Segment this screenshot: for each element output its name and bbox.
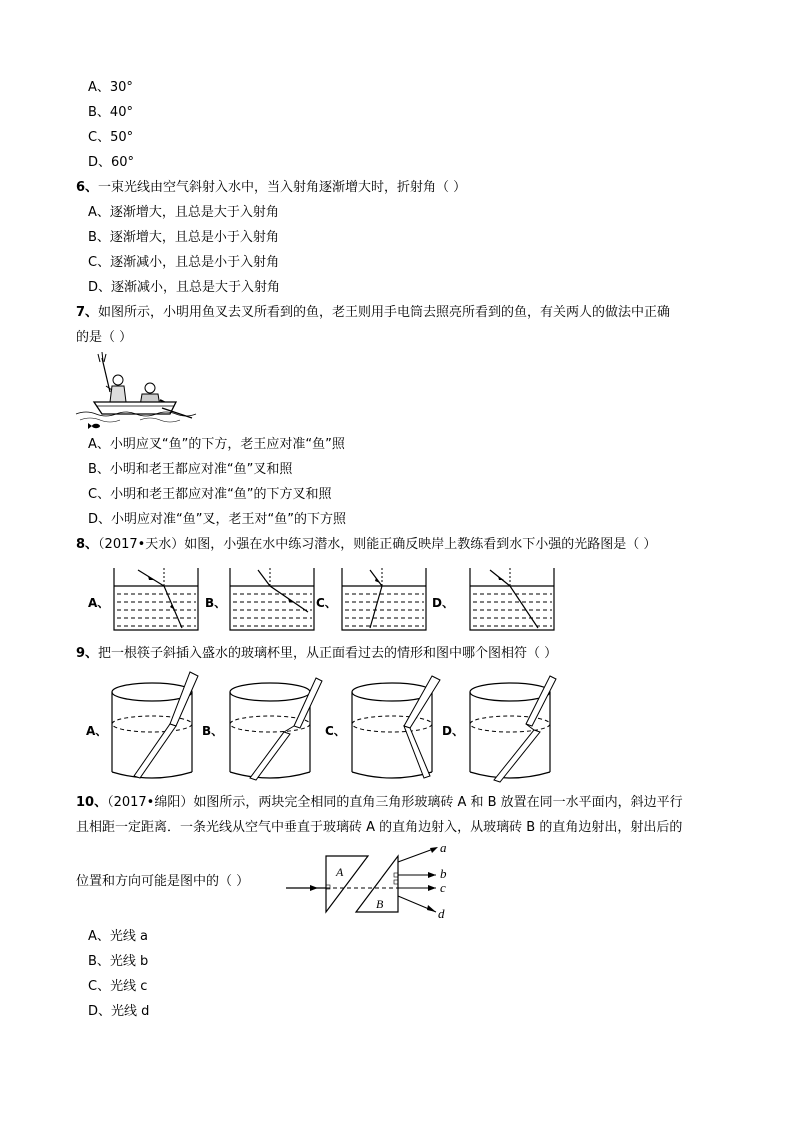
- q10-prism-figure: [286, 840, 466, 924]
- q10-option-b: B、光线 b: [88, 954, 149, 969]
- q8-figure-label-a: A、: [88, 596, 110, 610]
- q9-figure-c: [346, 672, 446, 784]
- q8-stem: （2017•天水）如图，小强在水中练习潜水，则能正确反映岸上教练看到水下小强的光路图是（ ）: [98, 537, 657, 552]
- q6-option-b: B、逐渐增大，且总是小于入射角: [88, 230, 279, 245]
- q7-question: [76, 305, 670, 321]
- q7-option-a: A、小明应叉“鱼”的下方，老王应对准“鱼”照: [88, 437, 345, 452]
- q5-option-a: A、30°: [88, 80, 133, 95]
- q8-figure-label-d: D、: [432, 596, 454, 610]
- q10-ray-label-b: b: [440, 866, 447, 881]
- q5-option-b: B、40°: [88, 105, 133, 120]
- q10-stem-line1: （2017•绵阳）如图所示，两块完全相同的直角三角形玻璃砖 A 和 B 放置在同一水平面内，斜边平行: [107, 795, 683, 810]
- q10-block-b-label: B: [376, 897, 384, 911]
- q8-figure-b: [228, 566, 318, 632]
- q10-stem-line2: 且相距一定距离．一条光线从空气中垂直于玻璃砖 A 的直角边射入，从玻璃砖 B 的直角边射出，射出后的: [76, 820, 683, 835]
- q7-boat-figure: [76, 352, 196, 432]
- q9-figure-label-a: A、: [86, 724, 108, 738]
- q10-ray-label-d: d: [438, 906, 445, 921]
- q6-option-c: C、逐渐减小，且总是小于入射角: [88, 255, 280, 270]
- q10-ray-label-a: a: [440, 840, 447, 855]
- q10-option-d: D、光线 d: [88, 1004, 150, 1019]
- q9-figure-d: [464, 672, 564, 784]
- q8-question: [76, 537, 656, 553]
- q10-option-c: C、光线 c: [88, 979, 148, 994]
- q5-option-c: C、50°: [88, 130, 134, 145]
- q6-option-d: D、逐渐减小，且总是大于入射角: [88, 280, 281, 295]
- q9-number: 9、: [76, 646, 99, 661]
- q10-block-a-label: A: [336, 865, 344, 879]
- q9-figure-b: [224, 672, 324, 784]
- q7-number: 7、: [76, 305, 99, 320]
- q8-figure-d: [468, 566, 558, 632]
- q9-figure-label-c: C、: [325, 724, 346, 738]
- q9-figure-a: [106, 672, 206, 784]
- q6-question: [76, 180, 466, 196]
- q7-stem-line2: 的是（ ）: [76, 330, 133, 345]
- q10-stem-line3: 位置和方向可能是图中的（ ）: [76, 874, 250, 889]
- q9-figure-label-b: B、: [202, 724, 224, 738]
- q9-figure-label-d: D、: [442, 724, 464, 738]
- q7-option-c: C、小明和老王都应对准“鱼”的下方叉和照: [88, 487, 332, 502]
- q6-number: 6、: [76, 180, 99, 195]
- q9-question: [76, 646, 557, 662]
- q8-figure-c: [340, 566, 430, 632]
- q8-number: 8、: [76, 537, 99, 552]
- q8-figure-label-c: C、: [316, 596, 337, 610]
- q10-number: 10、: [76, 795, 108, 810]
- q8-figure-label-b: B、: [205, 596, 227, 610]
- q7-option-b: B、小明和老王都应对准“鱼”叉和照: [88, 462, 293, 477]
- q10-question: [76, 795, 683, 811]
- q9-stem: 把一根筷子斜插入盛水的玻璃杯里，从正面看过去的情形和图中哪个图相符（ ）: [98, 646, 558, 661]
- q6-stem: 一束光线由空气斜射入水中，当入射角逐渐增大时，折射角（ ）: [98, 180, 467, 195]
- q10-option-a: A、光线 a: [88, 929, 148, 944]
- q7-stem-line1: 如图所示，小明用鱼叉去叉所看到的鱼，老王则用手电筒去照亮所看到的鱼，有关两人的做法中正确: [98, 305, 671, 320]
- q10-ray-label-c: c: [440, 880, 446, 895]
- q6-option-a: A、逐渐增大，且总是大于入射角: [88, 205, 279, 220]
- q7-option-d: D、小明应对准“鱼”叉，老王对“鱼”的下方照: [88, 512, 346, 527]
- q8-figure-a: [112, 566, 202, 632]
- q5-option-d: D、60°: [88, 155, 135, 170]
